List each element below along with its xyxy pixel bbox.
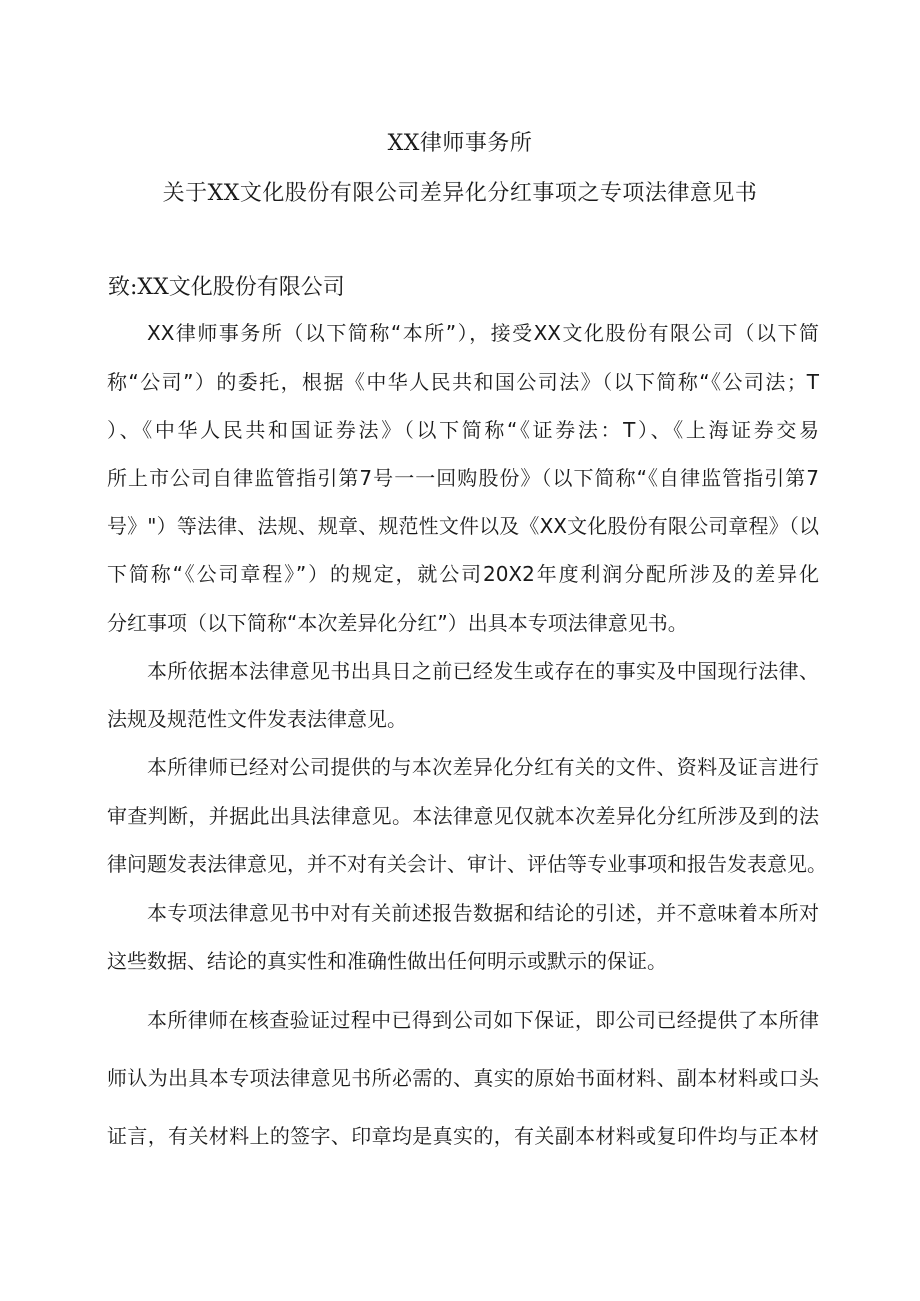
paragraph-1-line-6: 下简称“《公司章程》”）的规定，就公司20X2年度利润分配所涉及的差异化 [107, 562, 819, 586]
paragraph-3-line-3: 律问题发表法律意见，并不对有关会计、审计、评估等专业事项和报告发表意见。 [107, 852, 827, 876]
paragraph-1-line-3: ）、《中华人民共和国证券法》（以下简称“《证券法：T）、《上海证券交易 [107, 418, 819, 442]
paragraph-5-line-3: 证言，有关材料上的签字、印章均是真实的，有关副本材料或复印件均与正本材 [107, 1124, 819, 1148]
paragraph-1-line-5: 号》"）等法律、法规、规章、规范性文件以及《XX文化股份有限公司章程》（以 [107, 514, 819, 538]
paragraph-1-line-1: XX律师事务所（以下简称“本所”），接受XX文化股份有限公司（以下简 [147, 321, 819, 345]
paragraph-4-line-2: 这些数据、结论的真实性和准确性做出任何明示或默示的保证。 [107, 949, 667, 973]
opinion-title: 关于XX文化股份有限公司差异化分红事项之专项法律意见书 [162, 181, 758, 206]
paragraph-4-line-1: 本专项法律意见书中对有关前述报告数据和结论的引述，并不意味着本所对 [147, 901, 819, 925]
paragraph-1-line-2: 称“公司”）的委托，根据《中华人民共和国公司法》（以下简称“《公司法；T [107, 370, 819, 394]
paragraph-5-line-2: 师认为出具本专项法律意见书所必需的、真实的原始书面材料、副本材料或口头 [107, 1066, 819, 1090]
law-firm-title: XX律师事务所 [387, 131, 533, 156]
paragraph-3-line-1: 本所律师已经对公司提供的与本次差异化分红有关的文件、资料及证言进行 [147, 755, 819, 779]
addressee: 致:XX文化股份有限公司 [108, 275, 345, 300]
paragraph-3-line-2: 审查判断，并据此出具法律意见。本法律意见仅就本次差异化分红所涉及到的法 [107, 804, 819, 828]
paragraph-1-line-7: 分红事项（以下简称“本次差异化分红”）出具本专项法律意见书。 [107, 611, 688, 635]
paragraph-1-line-4: 所上市公司自律监管指引第7号一一回购股份》（以下简称“《自律监管指引第7 [107, 466, 819, 490]
paragraph-2-line-2: 法规及规范性文件发表法律意见。 [107, 707, 407, 731]
paragraph-5-line-1: 本所律师在核查验证过程中已得到公司如下保证，即公司已经提供了本所律 [147, 1008, 819, 1032]
paragraph-2-line-1: 本所依据本法律意见书出具日之前已经发生或存在的事实及中国现行法律、 [147, 659, 819, 683]
